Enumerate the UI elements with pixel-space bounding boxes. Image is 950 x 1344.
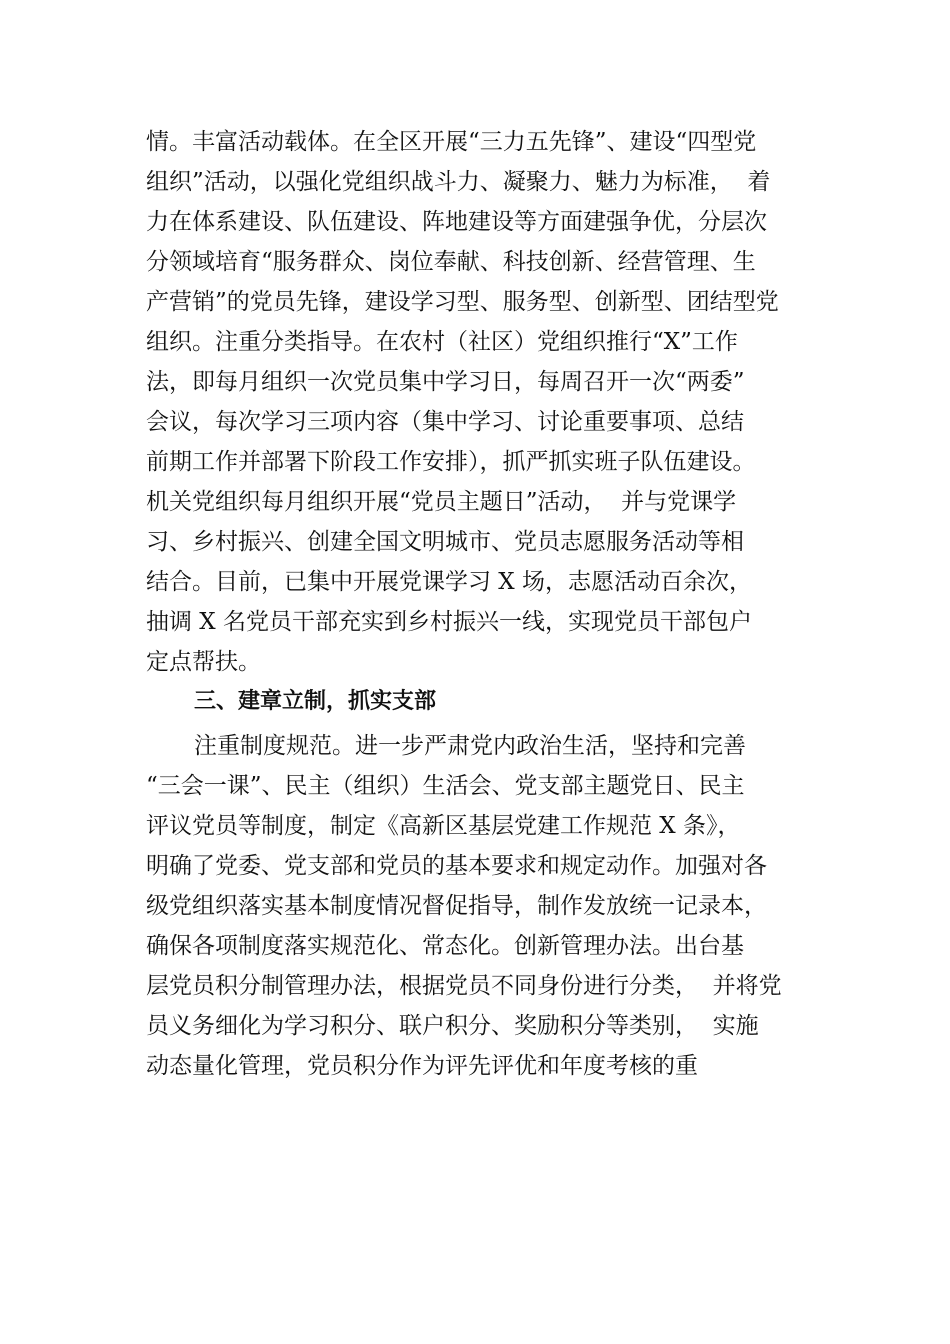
section-heading <box>194 682 874 722</box>
paragraph-2-line: 评议党员等制度，制定《高新区基层党建工作规范 X 条》， <box>146 813 741 839</box>
paragraph-1-line: 结合。目前，已集中开展党课学习 X 场，志愿活动百余次， <box>146 569 752 595</box>
paragraph-1-line: 情。丰富活动载体。在全区开展“三力五先锋”、建设“四型党 <box>146 129 757 155</box>
paragraph-1-line: 法，即每月组织一次党员集中学习日，每周召开一次“两委” <box>146 369 745 395</box>
paragraph-2-line: 确保各项制度落实规范化、常态化。创新管理办法。出台基 <box>146 933 744 959</box>
paragraph-1-line: 习、乡村振兴、创建全国文明城市、党员志愿服务活动等相 <box>146 529 744 555</box>
paragraph-1-line: 分领域培育“服务群众、岗位奉献、科技创新、经营管理、生 <box>146 249 756 275</box>
paragraph-2-line: 员义务细化为学习积分、联户积分、奖励积分等类别， 实施 <box>146 1013 759 1039</box>
paragraph-1-line: 抽调 X 名党员干部充实到乡村振兴一线，实现党员干部包户 <box>146 609 752 635</box>
paragraph-2-line: 层党员积分制管理办法，根据党员不同身份进行分类， 并将党 <box>146 973 782 999</box>
paragraph-2-line: 级党组织落实基本制度情况督促指导，制作发放统一记录本， <box>146 893 767 919</box>
paragraph-1-line: 会议，每次学习三项内容（集中学习、讨论重要事项、总结 <box>146 409 744 435</box>
paragraph-2-line: 动态量化管理，党员积分作为评先评优和年度考核的重 <box>146 1053 698 1079</box>
paragraph-1 <box>146 122 826 682</box>
section-heading-text: 三、建章立制，抓实支部 <box>194 689 437 714</box>
paragraph-1-line: 组织”活动，以强化党组织战斗力、凝聚力、魅力为标准， 着 <box>146 169 771 195</box>
paragraph-1-line: 力在体系建设、队伍建设、阵地建设等方面建强争优，分层次 <box>146 209 767 235</box>
paragraph-1-line: 组织。注重分类指导。在农村（社区）党组织推行“X”工作 <box>146 329 738 355</box>
paragraph-2 <box>146 726 826 1086</box>
paragraph-1-line: 前期工作并部署下阶段工作安排），抓严抓实班子队伍建设。 <box>146 449 756 475</box>
paragraph-2-line: 注重制度规范。进一步严肃党内政治生活，坚持和完善 <box>194 733 746 759</box>
paragraph-1-line: 产营销”的党员先锋，建设学习型、服务型、创新型、团结型党 <box>146 289 779 315</box>
paragraph-2-line: “三会一课”、民主（组织）生活会、党支部主题党日、民主 <box>146 773 745 799</box>
paragraph-2-line: 明确了党委、党支部和党员的基本要求和规定动作。加强对各 <box>146 853 767 879</box>
paragraph-1-line: 机关党组织每月组织开展“党员主题日”活动， 并与党课学 <box>146 489 737 515</box>
paragraph-1-line: 定点帮扶。 <box>146 649 261 675</box>
